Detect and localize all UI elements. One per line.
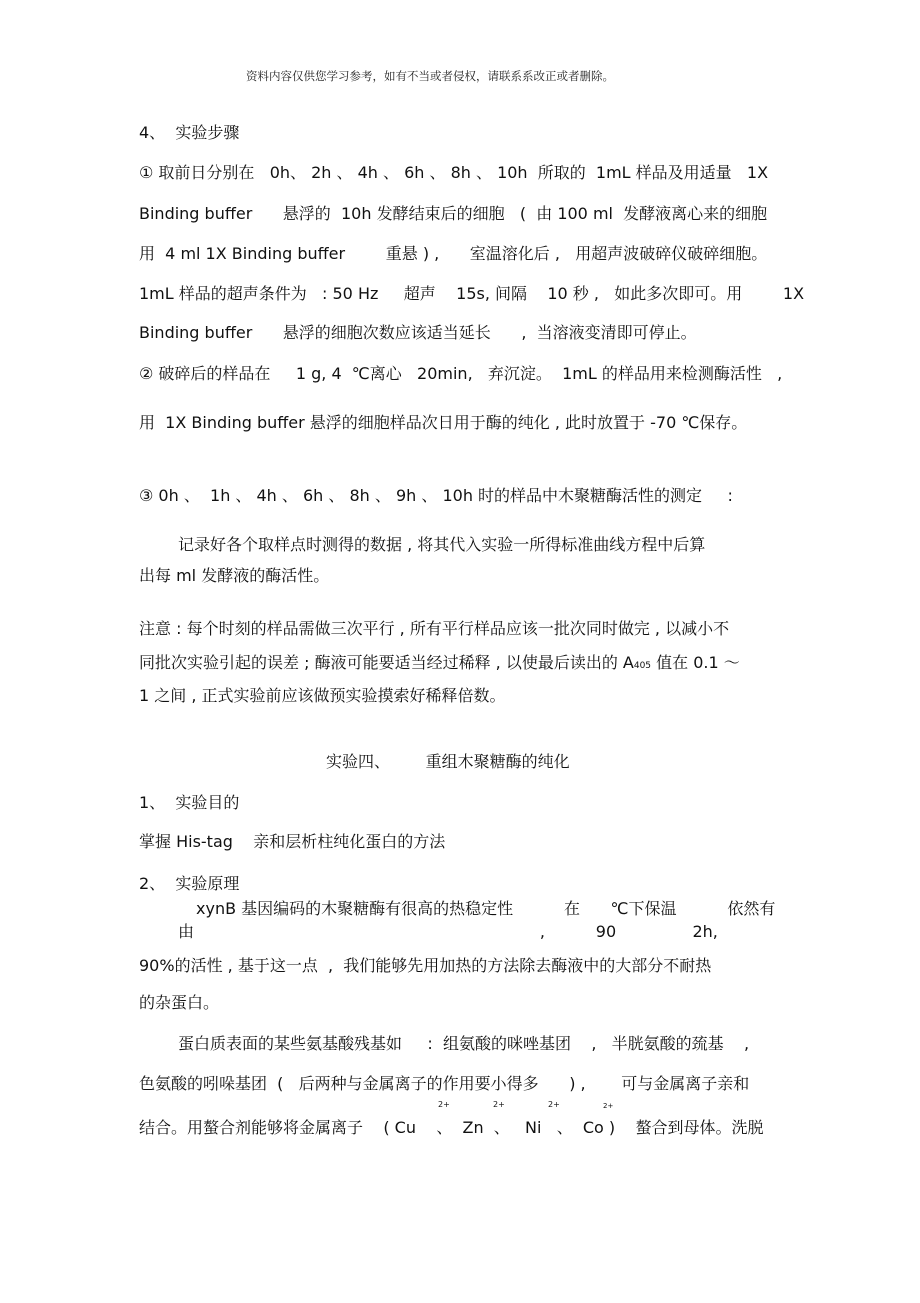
note-line [139,653,740,676]
text-line: 出每 ml 发酵液的酶活性。 [139,566,330,585]
text-line: 的杂蛋白。 [139,993,220,1012]
text-line: xynB 基因编码的木聚糖酶有很高的热稳定性 在 ℃下保温 依然有 [196,899,776,918]
text-line: Binding buffer 悬浮的 10h 发酵结束后的细胞 ( 由 100 ml 发酵液离心来的细胞 [139,204,768,223]
text-line: 记录好各个取样点时测得的数据 , 将其代入实验一所得标准曲线方程中后算 [178,535,706,554]
section-heading: 4、 实验步骤 [139,123,240,142]
text-line: 1mL 样品的超声条件为 : 50 Hz 超声 15s, 间隔 10 秒 , 如此多次即可。用 1X [139,284,805,303]
charge-superscript: 2+ [603,1102,614,1110]
charge-superscript: 2+ [548,1100,560,1109]
text-line: ③ 0h 、 1h 、 4h 、 6h 、 8h 、 9h 、 10h 时的样品中木聚糖酶活性的测定 : [139,486,733,505]
text-line: 用 1X Binding buffer 悬浮的细胞样品次日用于酶的纯化 , 此时放置于 -70 ℃保存。 [139,413,748,432]
text-line: 结合。用螯合剂能够将金属离子 ( Cu 、 Zn 、 Ni 、 Co ) 螯合到母体。洗脱 [139,1118,764,1137]
text-line: 色氨酸的吲哚基团 ( 后两种与金属离子的作用要小得多 ) , 可与金属离子亲和 [139,1074,750,1093]
text-line: 掌握 His-tag 亲和层析柱纯化蛋白的方法 [139,832,446,851]
note-line: 注意 : 每个时刻的样品需做三次平行 , 所有平行样品应该一批次同时做完 , 以减小不 [139,619,730,638]
charge-superscript: 2+ [493,1100,505,1109]
header-notice: 资料内容仅供您学习参考，如有不当或者侵权，请联系系改正或者删除。 [246,69,614,83]
text-line: ① 取前日分别在 0h、 2h 、 4h 、 6h 、 8h 、 10h 所取的 1mL 样品及用适量 1X [139,163,769,182]
text-line: 蛋白质表面的某些氨基酸残基如 : 组氨酸的咪唑基团 , 半胱氨酸的巯基 , [178,1034,750,1053]
text-line: Binding buffer 悬浮的细胞次数应该适当延长 , 当溶液变清即可停止。 [139,323,697,342]
text-line: 由 , 90 2h, [178,922,718,941]
charge-superscript: 2+ [438,1100,450,1109]
text-line: 用 4 ml 1X Binding buffer 重悬 ) , 室温溶化后 , 用超声波破碎仪破碎细胞。 [139,244,768,263]
absorbance-subscript: 405 [633,661,652,671]
text-line: ② 破碎后的样品在 1 g, 4 ℃离心 20min, 弃沉淀。 1mL 的样品用来检测酶活性 , [139,364,783,383]
note-line: 1 之间 , 正式实验前应该做预实验摸索好稀释倍数。 [139,686,506,705]
section-heading: 2、 实验原理 [139,874,240,893]
chapter-title: 实验四、 重组木聚糖酶的纯化 [326,752,570,771]
note-text: 值在 0.1 ～ [651,653,740,672]
note-text: 同批次实验引起的误差 ; 酶液可能要适当经过稀释 , 以使最后读出的 A [139,653,634,672]
text-line: 90%的活性 , 基于这一点 , 我们能够先用加热的方法除去酶液中的大部分不耐热 [139,956,712,975]
section-heading: 1、 实验目的 [139,793,240,812]
